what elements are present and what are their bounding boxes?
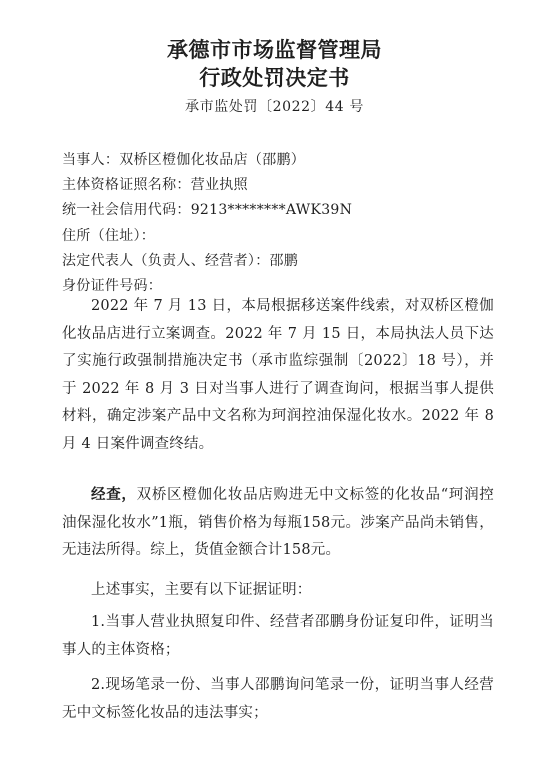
- evidence-intro: 上述事实，主要有以下证据证明：: [91, 582, 312, 598]
- investigation-finding-paragraph: [62, 481, 494, 565]
- legal-representative: 法定代表人（负责人、经营者）：邵鹏: [62, 253, 299, 269]
- address: 住所（住址）：: [62, 228, 156, 244]
- credit-code: 统一社会信用代码：9213********AWK39N: [62, 202, 353, 218]
- agency-title: 承德市市场监督管理局: [167, 38, 382, 62]
- party-name: 当事人：双桥区橙伽化妆品店（邵鹏）: [62, 152, 306, 168]
- finding-lead: 经查，: [91, 486, 137, 503]
- case-filing-paragraph: 2022 年 7 月 13 日，本局根据移送案件线索，对双桥区橙伽化妆品店进行立案调查。2022 年 7 月 15 日，本局执法人员下达了实施行政强制措施决定书（承市监综强制〔2022〕18 号），并于 2022 年 8 月 3 日对当事人进行了调查询问，根据当事人提供材料，确定涉案产品中文名称为珂润控油保湿化妆水。2022 年 8 月 4 日案件调查终结。: [62, 298, 494, 452]
- id-number: 身份证件号码：: [62, 278, 163, 294]
- document-type-title: 行政处罚决定书: [199, 66, 350, 90]
- finding-text: 双桥区橙伽化妆品店购进无中文标签的化妆品“珂润控油保湿化妆水”1瓶，销售价格为每瓶158元。涉案产品尚未销售，无违法所得。综上，货值金额合计158元。: [62, 487, 494, 559]
- evidence-item-1: 1.当事人营业执照复印件、经营者邵鹏身份证复印件，证明当事人的主体资格；: [62, 614, 494, 658]
- license-name: 主体资格证照名称：营业执照: [62, 177, 248, 193]
- evidence-item-2: 2.现场笔录一份、当事人邵鹏询问笔录一份，证明当事人经营无中文标签化妆品的违法事实；: [62, 677, 494, 721]
- document-number: 承市监处罚〔2022〕44 号: [185, 99, 364, 115]
